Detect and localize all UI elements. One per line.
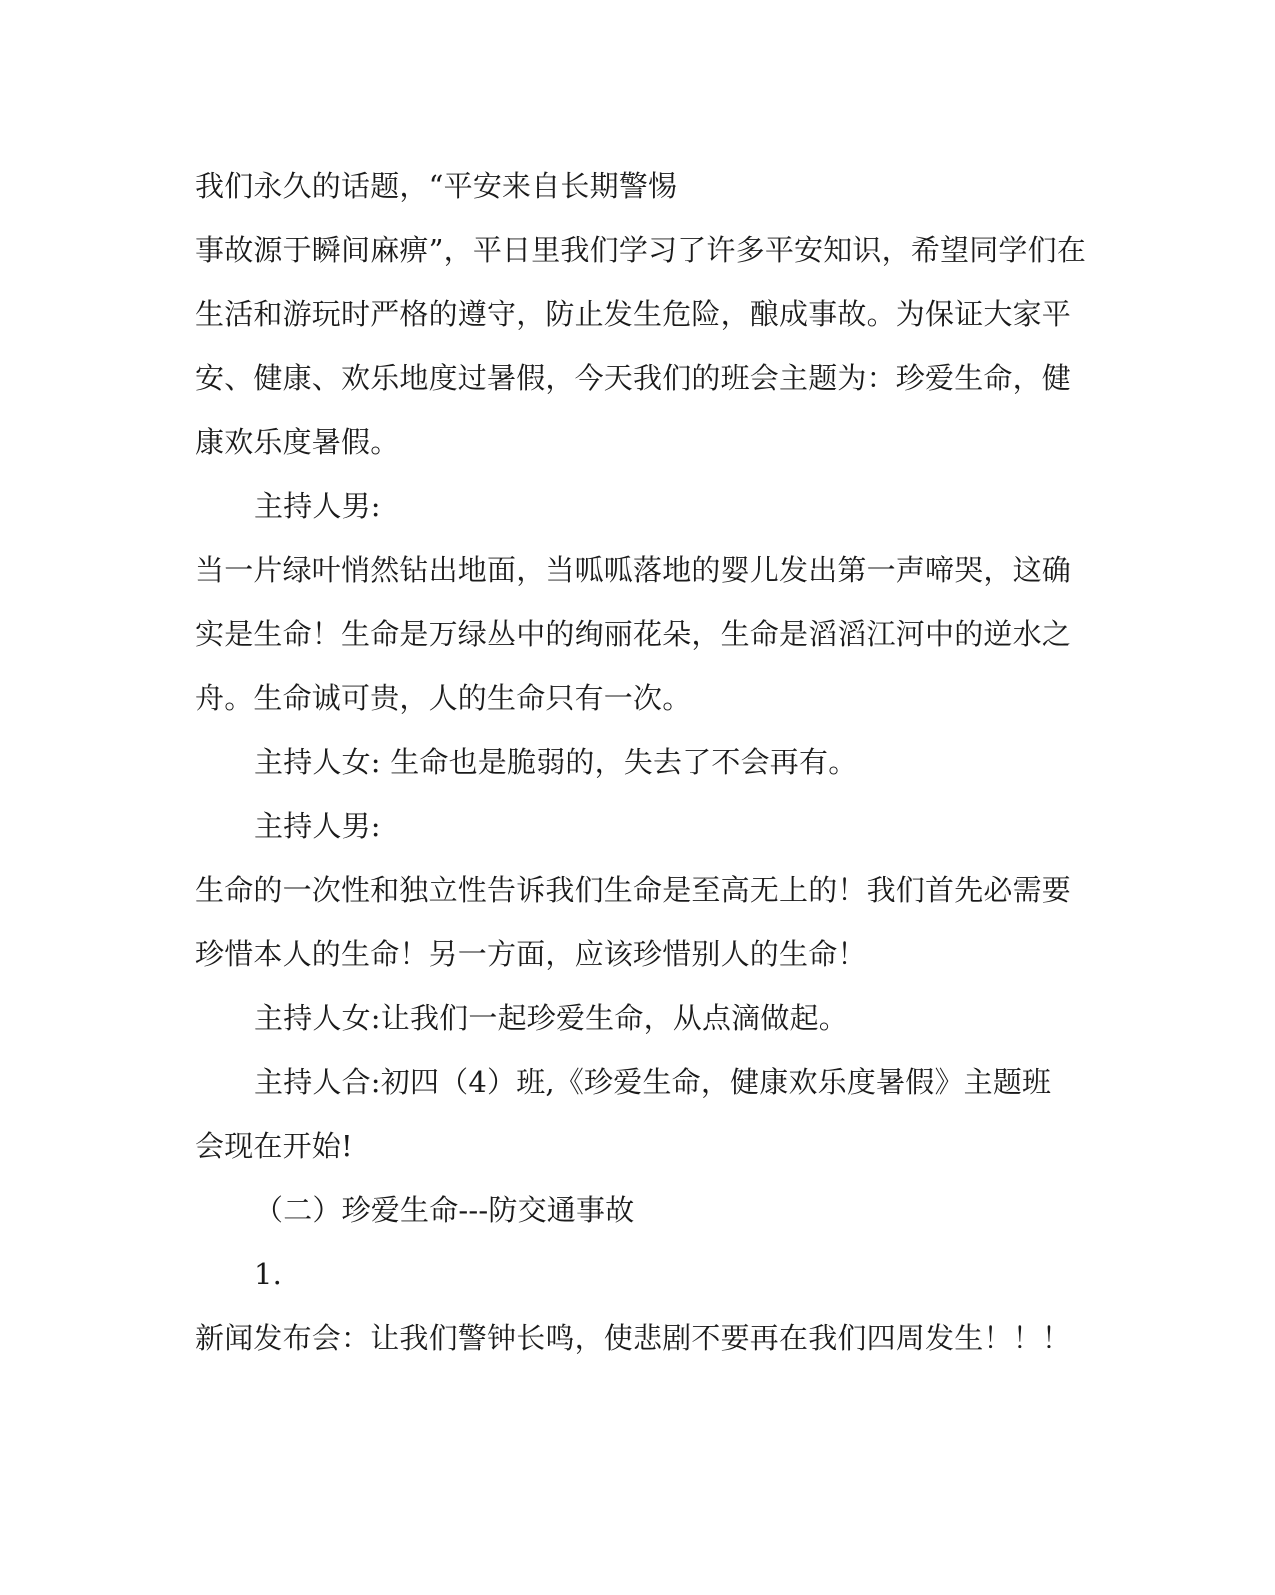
body-text-line: 康欢乐度暑假。 xyxy=(195,425,400,459)
body-text-line: 珍惜本人的生命！另一方面，应该珍惜别人的生命！ xyxy=(195,937,867,971)
body-text-line: 会现在开始! xyxy=(195,1129,353,1163)
speaker-line: 主持人男: xyxy=(254,809,381,843)
section-heading: （二）珍爱生命---防交通事故 xyxy=(254,1193,635,1227)
body-text-line: 舟。生命诚可贵，人的生命只有一次。 xyxy=(195,681,692,715)
body-text-line: 我们永久的话题，“平安来自长期警惕 xyxy=(195,169,678,203)
body-text-line: 安、健康、欢乐地度过暑假，今天我们的班会主题为：珍爱生命，健 xyxy=(195,361,1072,395)
body-text-line: 生活和游玩时严格的遵守，防止发生危险，酿成事故。为保证大家平 xyxy=(195,297,1072,331)
body-text-line: 当一片绿叶悄然钻出地面，当呱呱落地的婴儿发出第一声啼哭，这确 xyxy=(195,553,1072,587)
body-text-line: 实是生命！生命是万绿丛中的绚丽花朵，生命是滔滔江河中的逆水之 xyxy=(195,617,1072,651)
body-text-line: 新闻发布会：让我们警钟长鸣，使悲剧不要再在我们四周发生！！！ xyxy=(195,1321,1072,1355)
speaker-line: 主持人合:初四（4）班,《珍爱生命，健康欢乐度暑假》主题班 xyxy=(254,1065,1052,1099)
speaker-line: 主持人女:让我们一起珍爱生命，从点滴做起。 xyxy=(254,1001,848,1035)
body-text-line: 事故源于瞬间麻痹”，平日里我们学习了许多平安知识，希望同学们在 xyxy=(195,233,1087,267)
body-text-line: 生命的一次性和独立性告诉我们生命是至高无上的！我们首先必需要 xyxy=(195,873,1072,907)
speaker-line: 主持人女: 生命也是脆弱的，失去了不会再有。 xyxy=(254,745,858,779)
speaker-line: 主持人男: xyxy=(254,489,381,523)
list-number: 1. xyxy=(254,1257,283,1291)
